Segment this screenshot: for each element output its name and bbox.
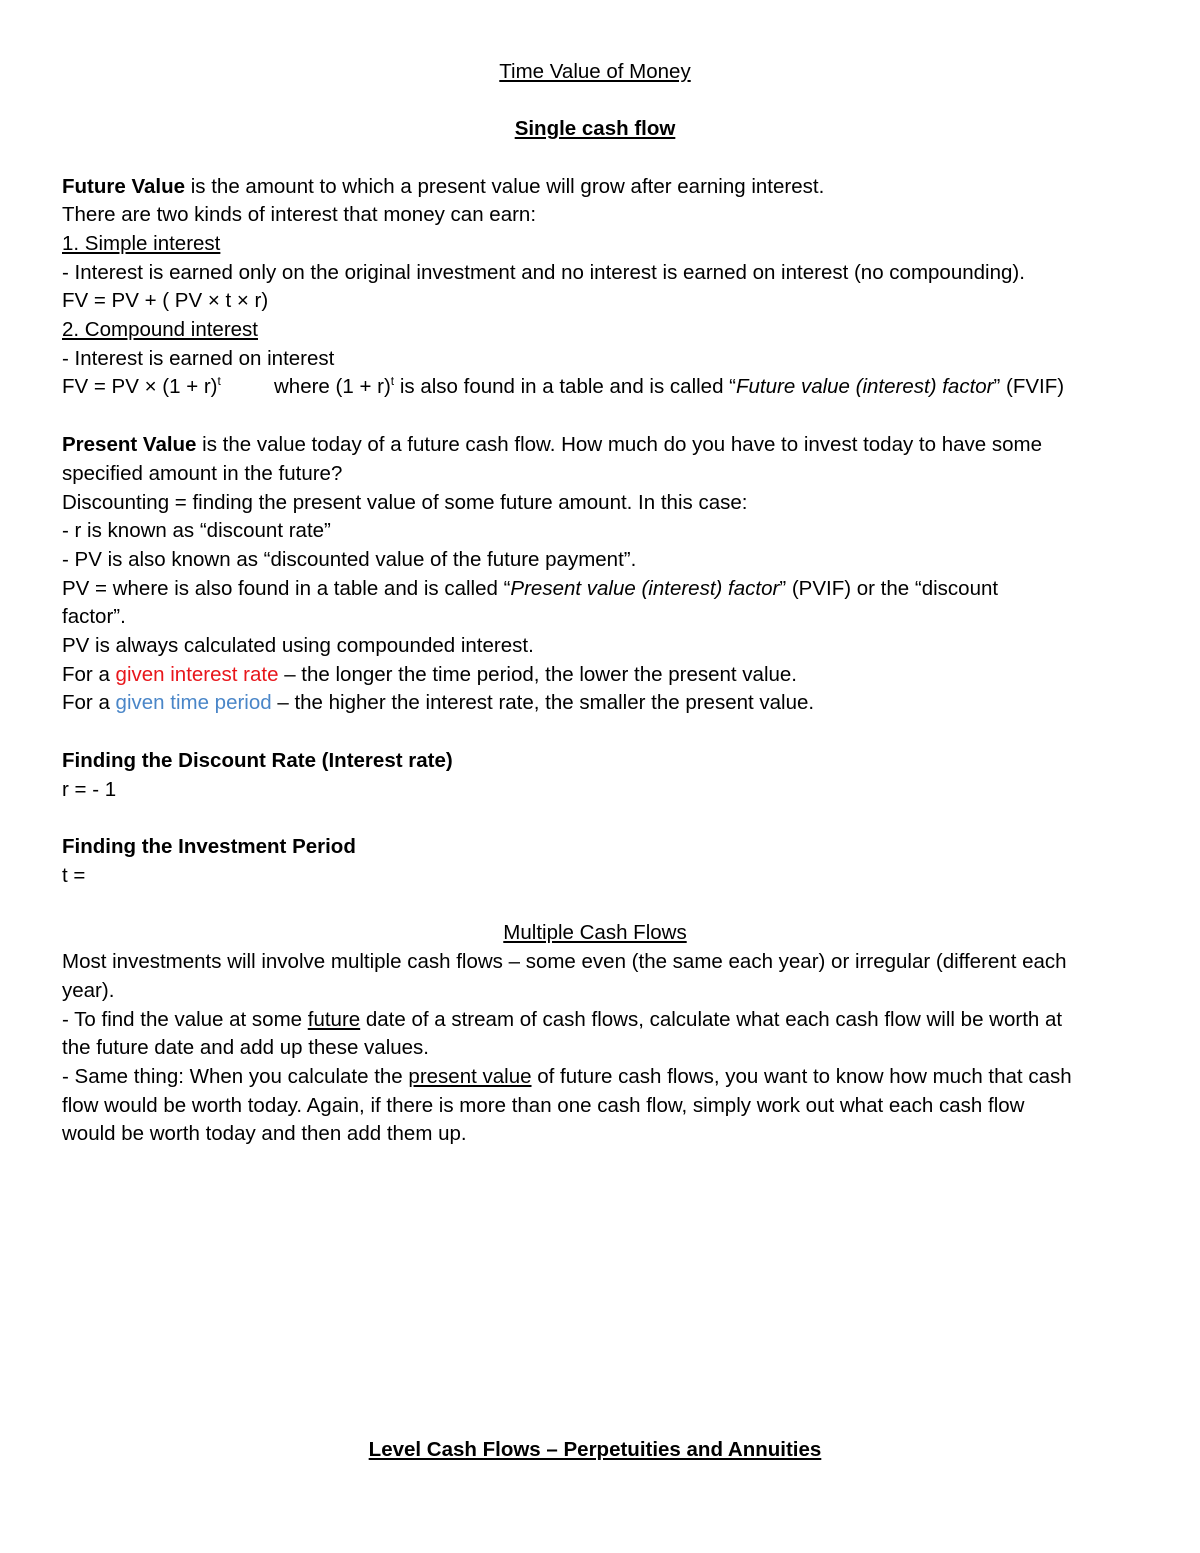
compound-formula-exponent: t <box>217 374 221 388</box>
given-period-line <box>62 688 814 717</box>
present-value-text-1: is the value today of a future cash flow. How much do you have to invest today to have some <box>196 433 1043 456</box>
compound-formula-main: FV = PV × (1 + r) <box>62 375 218 398</box>
single-cash-flow-heading: Single cash flow <box>514 117 676 140</box>
future-value-text: is the amount to which a present value will grow after earning interest. <box>185 175 825 198</box>
given-rate-b: – the longer the time period, the lower the present value. <box>278 663 798 686</box>
simple-interest-heading: 1. Simple interest <box>62 232 221 255</box>
simple-interest-formula: FV = PV + ( PV × t × r) <box>62 289 269 312</box>
compound-where-a: where (1 + r) <box>274 375 391 398</box>
present-value-underlined: present value <box>408 1065 532 1088</box>
multiple-line-5 <box>62 1062 1072 1091</box>
given-period-a: For a <box>62 691 116 714</box>
investment-period-formula: t = <box>62 864 86 887</box>
compound-where-b: is also found in a table and is called “ <box>394 375 736 398</box>
multiple-line-4: the future date and add up these values. <box>62 1036 429 1059</box>
given-rate-line <box>62 660 797 689</box>
given-interest-rate-text: given interest rate <box>115 663 279 686</box>
discount-rate-heading: Finding the Discount Rate (Interest rate) <box>62 749 453 772</box>
given-time-period-text: given time period <box>115 691 272 714</box>
pv-formula-c: factor”. <box>62 605 126 628</box>
pv-formula-b: ” (PVIF) or the “discount <box>779 577 999 600</box>
r-known-line: - r is known as “discount rate” <box>62 519 331 542</box>
fvif-term: Future value (interest) factor <box>736 375 994 398</box>
multiple-line-7: would be worth today and then add them up. <box>62 1122 467 1145</box>
compound-interest-desc: - Interest is earned on interest <box>62 347 335 370</box>
multiple-line-2: year). <box>62 979 115 1002</box>
pv-known-line: - PV is also known as “discounted value of the future payment”. <box>62 548 637 571</box>
multiple-line-5a: - Same thing: When you calculate the <box>62 1065 409 1088</box>
given-rate-a: For a <box>62 663 116 686</box>
multiple-line-3b: date of a stream of cash flows, calculate what each cash flow will be worth at <box>360 1008 1063 1031</box>
compound-where-clause <box>274 372 1064 401</box>
discounting-line: Discounting = finding the present value of some future amount. In this case: <box>62 491 748 514</box>
future-underlined: future <box>307 1008 361 1031</box>
future-value-term: Future Value <box>62 175 186 198</box>
given-period-b: – the higher the interest rate, the smaller the present value. <box>271 691 815 714</box>
compound-interest-formula <box>62 372 221 401</box>
compound-where-c: ” (FVIF) <box>993 375 1065 398</box>
multiple-line-1: Most investments will involve multiple cash flows – some even (the same each year) or irregular (different each <box>62 950 1067 973</box>
investment-period-heading: Finding the Investment Period <box>62 835 356 858</box>
level-cash-flows-heading: Level Cash Flows – Perpetuities and Annuities <box>368 1438 822 1461</box>
present-value-term: Present Value <box>62 433 197 456</box>
pvif-term: Present value (interest) factor <box>510 577 780 600</box>
present-value-text-2: specified amount in the future? <box>62 462 343 485</box>
multiple-line-6: flow would be worth today. Again, if there is more than one cash flow, simply work out what each cash flow <box>62 1094 1025 1117</box>
multiple-line-3 <box>62 1005 1062 1034</box>
compound-interest-heading: 2. Compound interest <box>62 318 259 341</box>
two-kinds-line: There are two kinds of interest that money can earn: <box>62 203 537 226</box>
pv-formula-a: PV = where is also found in a table and is called “ <box>62 577 511 600</box>
pv-always-line: PV is always calculated using compounded interest. <box>62 634 534 657</box>
multiple-line-3a: - To find the value at some <box>62 1008 308 1031</box>
compound-where-exponent: t <box>390 374 395 388</box>
future-value-definition <box>62 172 824 201</box>
pv-formula-line <box>62 574 998 603</box>
document-title: Time Value of Money <box>499 60 691 83</box>
simple-interest-desc: - Interest is earned only on the original investment and no interest is earned on interest (no compounding). <box>62 261 1025 284</box>
discount-rate-formula: r = - 1 <box>62 778 117 801</box>
multiple-cash-flows-heading: Multiple Cash Flows <box>503 921 687 944</box>
multiple-line-5b: of future cash flows, you want to know how much that cash <box>531 1065 1072 1088</box>
present-value-definition <box>62 430 1042 459</box>
